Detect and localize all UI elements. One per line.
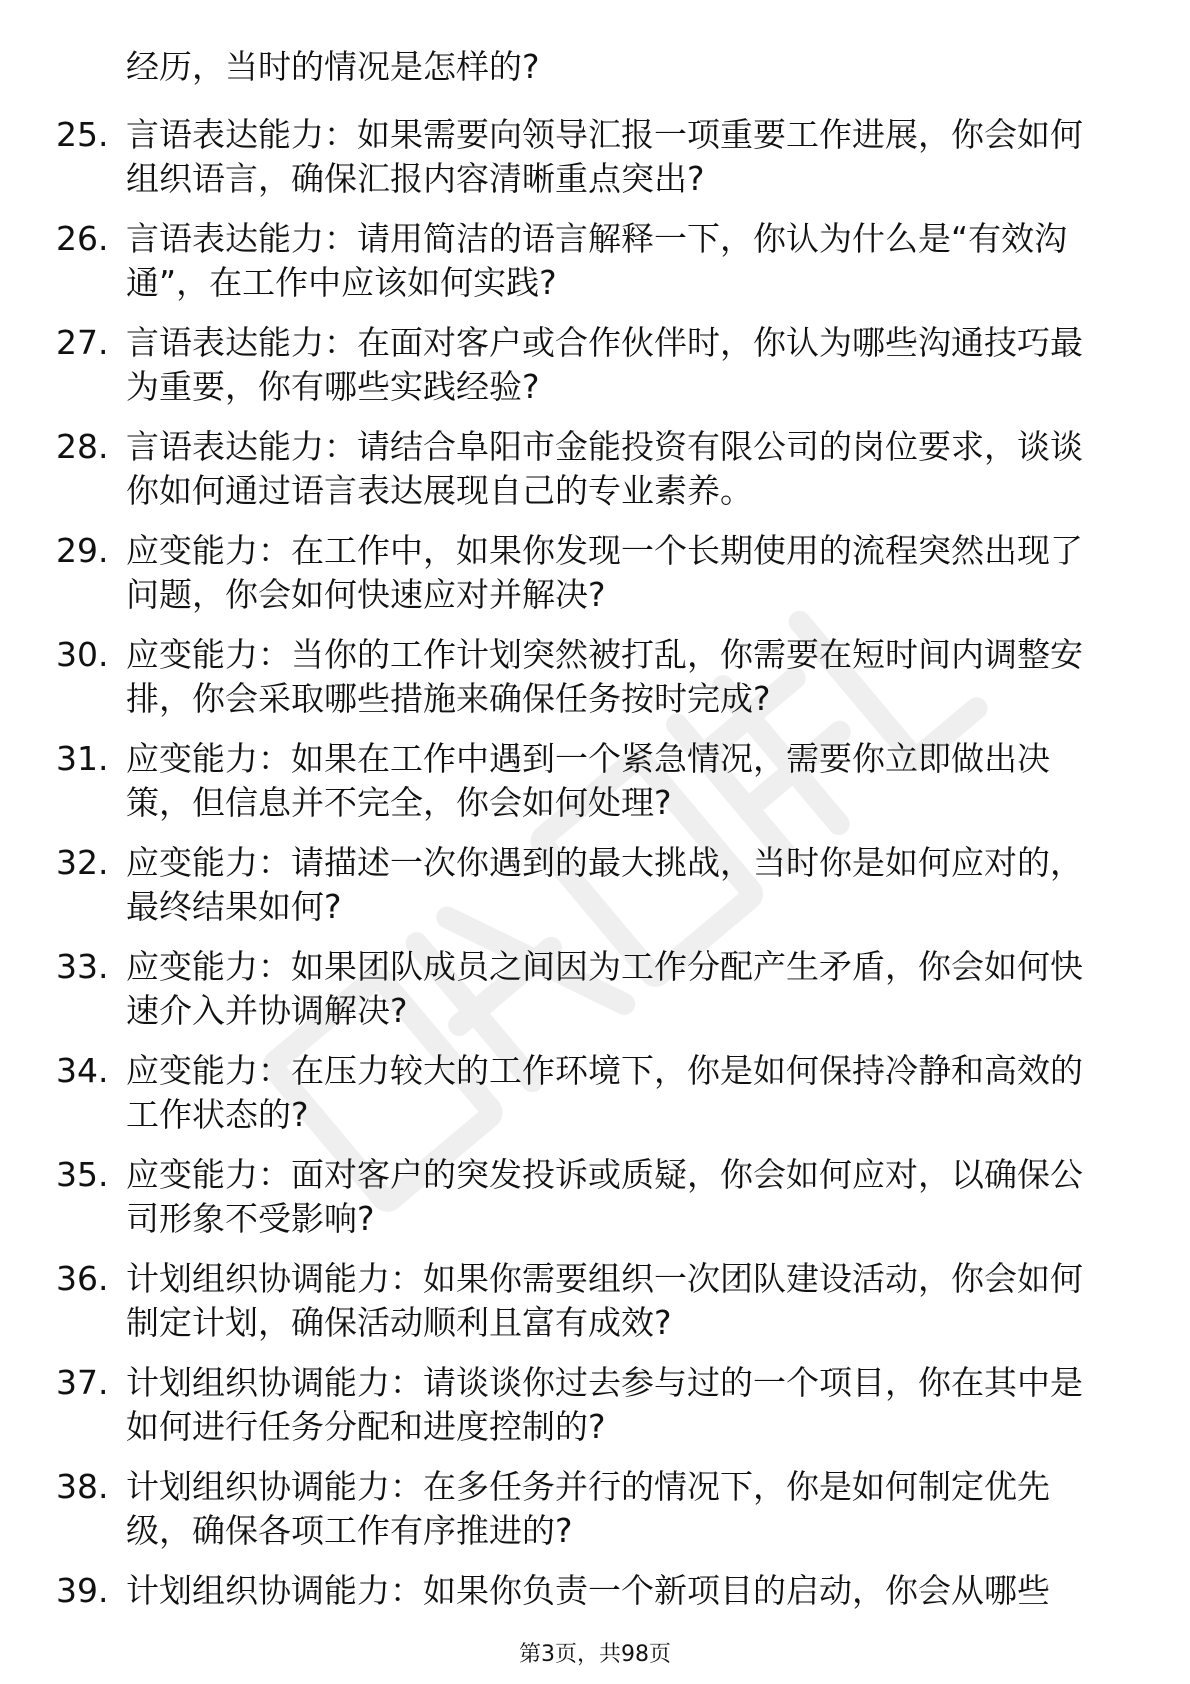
question-number: 28. — [56, 427, 109, 466]
question-item — [56, 945, 1131, 1049]
question-text: 应变能力：当你的工作计划突然被打乱，你需要在短时间内调整安排，你会采取哪些措施来确保任务按时完成? — [126, 635, 1083, 718]
question-item — [56, 529, 1131, 633]
question-text: 应变能力：面对客户的突发投诉或质疑，你会如何应对，以确保公司形象不受影响? — [126, 1155, 1083, 1238]
question-text: 应变能力：请描述一次你遇到的最大挑战，当时你是如何应对的，最终结果如何? — [126, 843, 1083, 926]
question-number: 39. — [56, 1571, 109, 1610]
question-text: 应变能力：如果团队成员之间因为工作分配产生矛盾，你会如何快速介入并协调解决? — [126, 947, 1083, 1030]
question-text: 计划组织协调能力：如果你需要组织一次团队建设活动，你会如何制定计划，确保活动顺利且富有成效? — [126, 1259, 1083, 1342]
question-item — [56, 1361, 1131, 1465]
question-number: 36. — [56, 1259, 109, 1298]
question-text: 言语表达能力：请用简洁的语言解释一下，你认为什么是“有效沟通”，在工作中应该如何实践? — [126, 219, 1068, 302]
question-number: 37. — [56, 1363, 109, 1402]
question-item — [56, 1049, 1131, 1153]
question-number: 29. — [56, 531, 109, 570]
question-text: 应变能力：在压力较大的工作环境下，你是如何保持冷静和高效的工作状态的? — [126, 1051, 1083, 1134]
page-footer: 第3页，共98页 — [519, 1642, 671, 1667]
question-text: 言语表达能力：请结合阜阳市金能投资有限公司的岗位要求，谈谈你如何通过语言表达展现自己的专业素养。 — [126, 427, 1083, 510]
question-item — [56, 633, 1131, 737]
question-text: 计划组织协调能力：在多任务并行的情况下，你是如何制定优先级，确保各项工作有序推进的? — [126, 1467, 1050, 1550]
question-number: 34. — [56, 1051, 109, 1090]
question-item — [56, 217, 1131, 321]
question-item — [56, 1465, 1131, 1569]
question-item — [56, 425, 1131, 529]
question-number: 38. — [56, 1467, 109, 1506]
question-text: 应变能力：在工作中，如果你发现一个长期使用的流程突然出现了问题，你会如何快速应对并解决? — [126, 531, 1083, 614]
continuation-text: 经历，当时的情况是怎样的? — [126, 47, 540, 86]
question-text: 言语表达能力：如果需要向领导汇报一项重要工作进展，你会如何组织语言，确保汇报内容清晰重点突出? — [126, 115, 1083, 198]
question-item — [56, 321, 1131, 425]
question-number: 26. — [56, 219, 109, 258]
question-item — [56, 1257, 1131, 1361]
question-item — [56, 113, 1131, 217]
question-number: 32. — [56, 843, 109, 882]
question-item — [56, 737, 1131, 841]
question-number: 33. — [56, 947, 109, 986]
question-text: 应变能力：如果在工作中遇到一个紧急情况，需要你立即做出决策，但信息并不完全，你会如何处理? — [126, 739, 1050, 822]
question-item — [56, 1153, 1131, 1257]
question-number: 30. — [56, 635, 109, 674]
question-number: 35. — [56, 1155, 109, 1194]
question-item — [56, 841, 1131, 945]
question-list — [56, 113, 1131, 1673]
question-number: 27. — [56, 323, 109, 362]
question-text: 计划组织协调能力：请谈谈你过去参与过的一个项目，你在其中是如何进行任务分配和进度控制的? — [126, 1363, 1083, 1446]
question-number: 25. — [56, 115, 109, 154]
question-text: 计划组织协调能力：如果你负责一个新项目的启动，你会从哪些 — [126, 1571, 1050, 1610]
question-number: 31. — [56, 739, 109, 778]
question-text: 言语表达能力：在面对客户或合作伙伴时，你认为哪些沟通技巧最为重要，你有哪些实践经验? — [126, 323, 1083, 406]
